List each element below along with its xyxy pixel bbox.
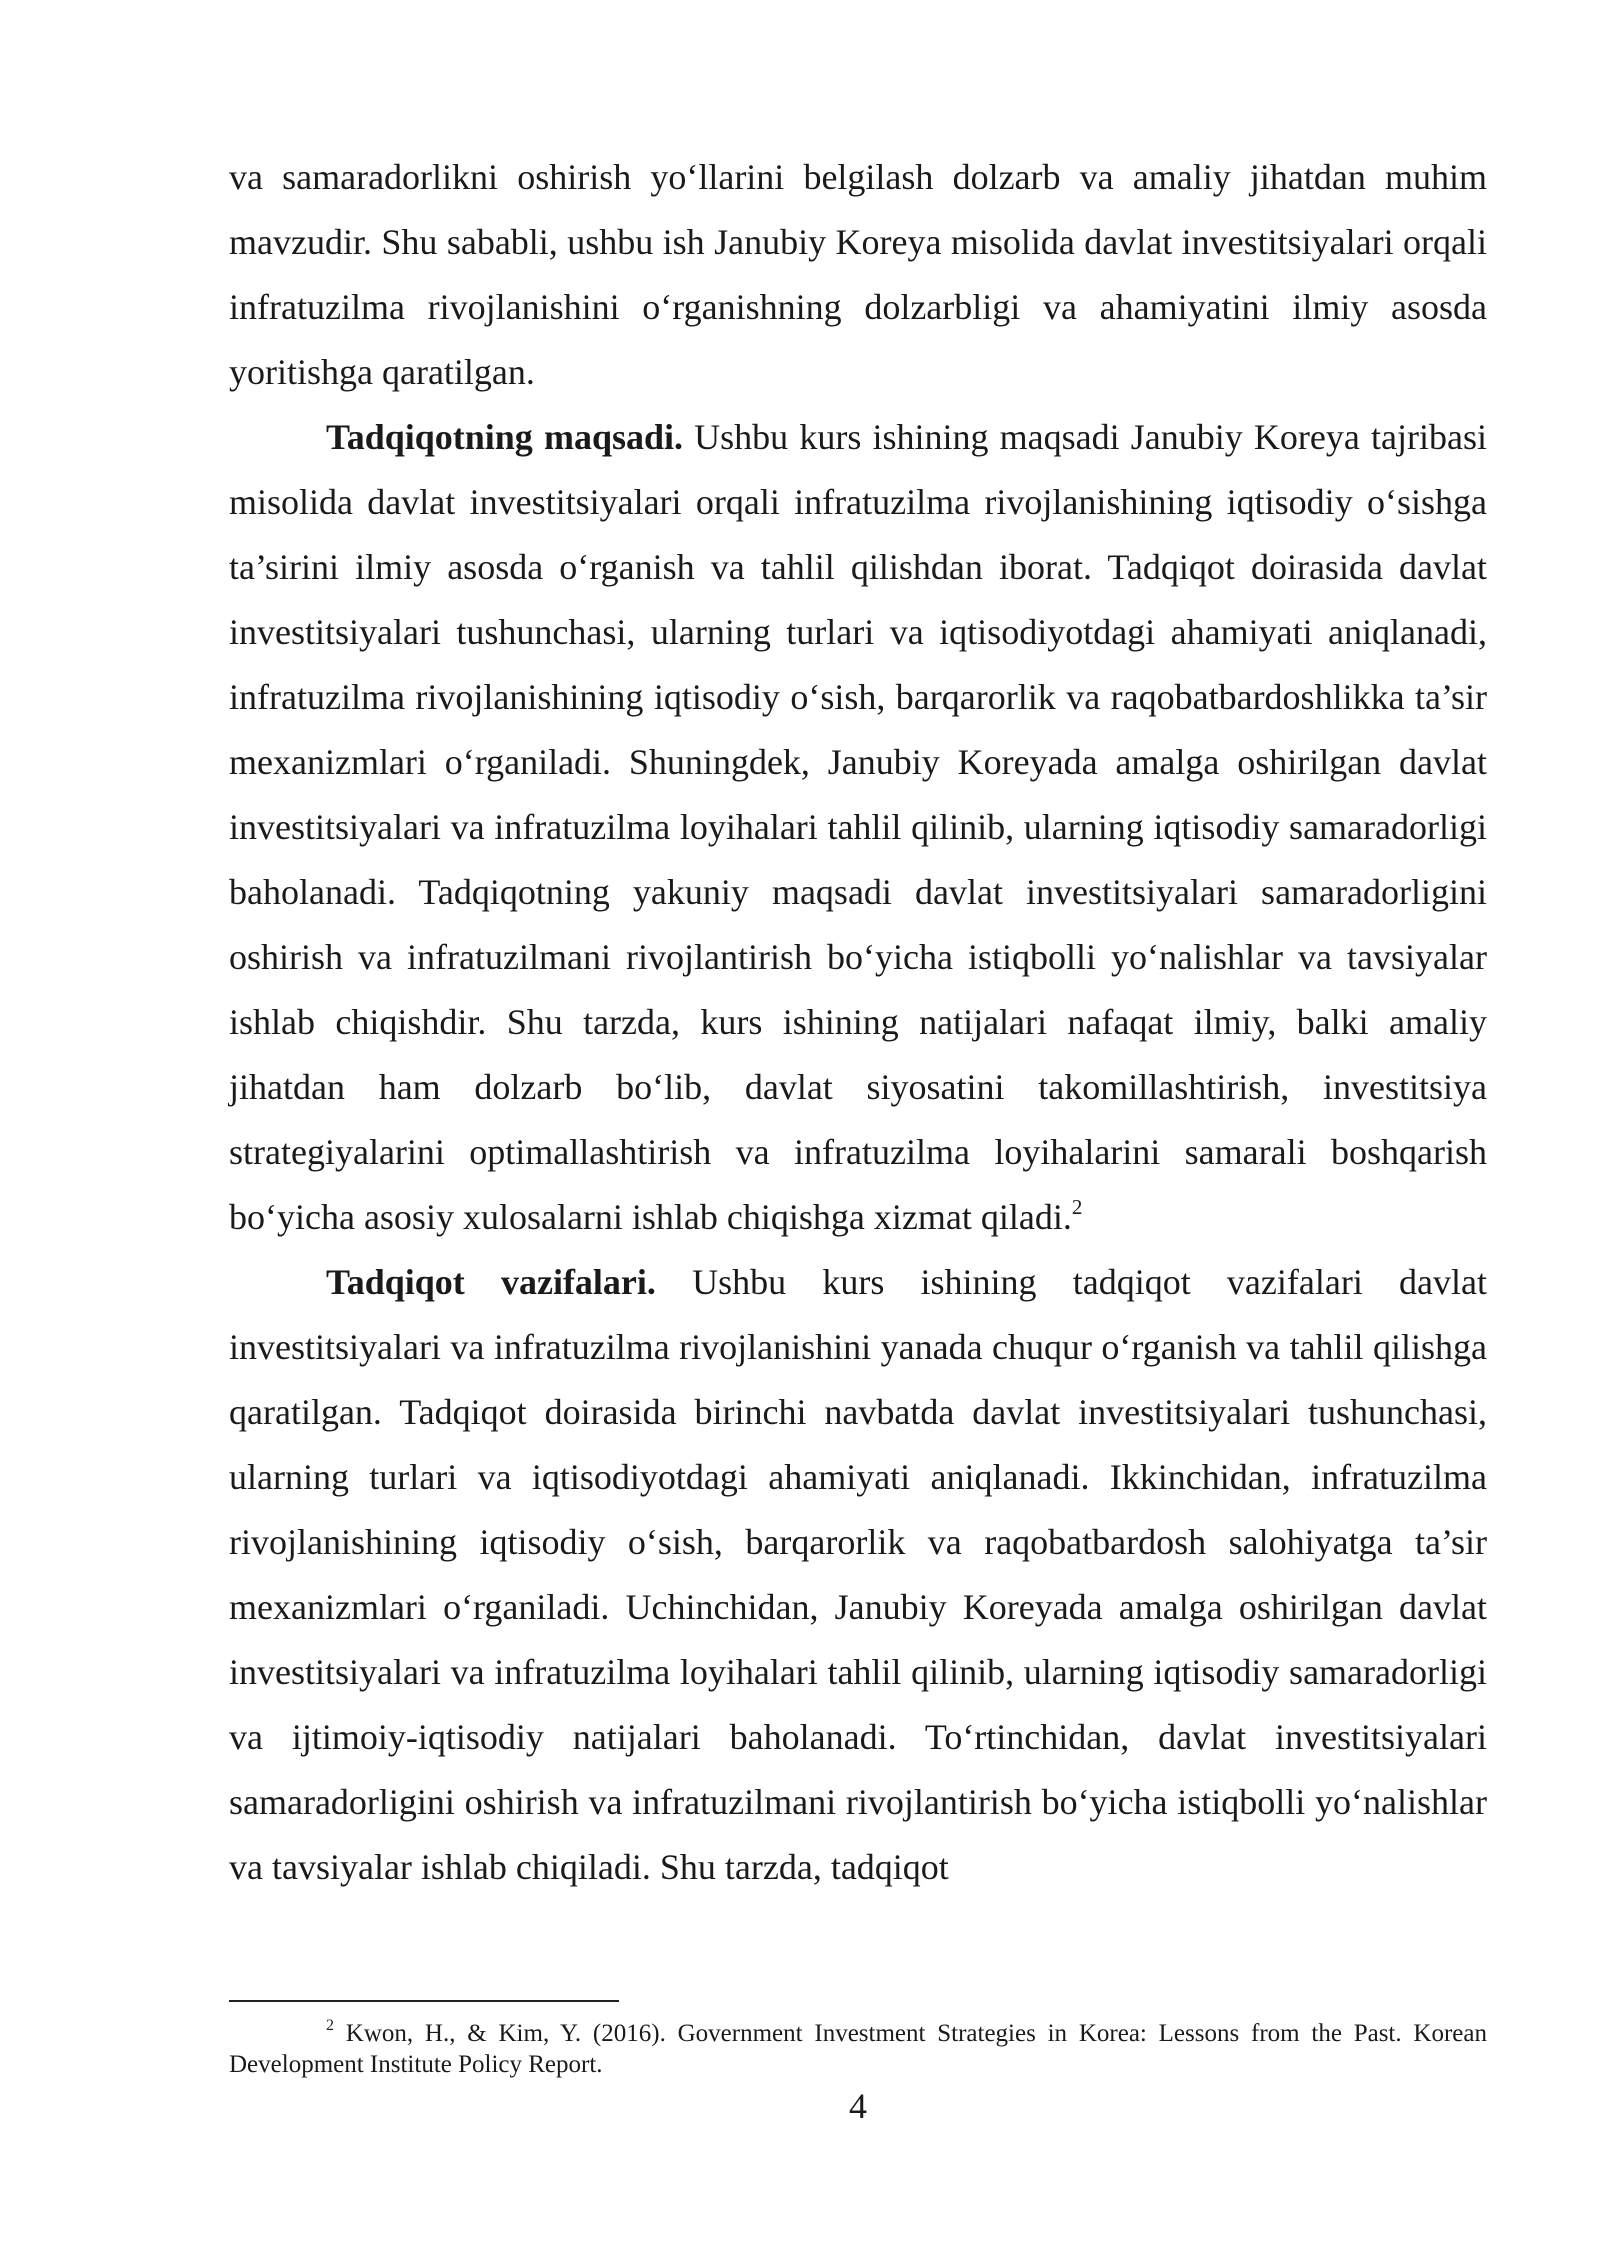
research-goal-text: Ushbu kurs ishining maqsadi Janubiy Koreya tajribasi misolida davlat investitsiyalari orqali infratuzilma rivojlanishining iqtisodiy o‘sishga ta’sirini ilmiy asosda o‘rganish va tahlil qilishdan iborat. Tadqiqot doirasida davlat investitsiyalari tushunchasi, ularning turlari va iqtisodiyotdagi ahamiyati aniqlanadi, infratuzilma rivojlanishining iqtisodiy o‘sish, barqarorlik va raqobatbardoshlikka ta’sir mexanizmlari o‘rganiladi. Shuningdek, Janubiy Koreyada amalga oshirilgan davlat investitsiyalari va infratuzilma loyihalari tahlil qilinib, ularning iqtisodiy samaradorligi baholanadi. Tadqiqotning yakuniy maqsadi davlat investitsiyalari samaradorligini oshirish va infratuzilmani rivojlantirish bo‘yicha istiqbolli yo‘nalishlar va tavsiyalar ishlab chiqishdir. Shu tarzda, kurs ishining natijalari nafaqat ilmiy, balki amaliy jihatdan ham dolzarb bo‘lib, davlat siyosatini takomillashtirish, investitsiya strategiyalarini optimallashtirish va infratuzilma loyihalarini samarali boshqarish bo‘yicha asosiy xulosalarni ishlab chiqishga xizmat qiladi. bbox=[229, 417, 1487, 1237]
research-tasks-heading: Tadqiqot vazifalari. bbox=[326, 1262, 656, 1302]
page-number: 4 bbox=[849, 2086, 867, 2126]
paragraph-text: va samaradorlikni oshirish yo‘llarini belgilash dolzarb va amaliy jihatdan muhim mavzudir. Shu sababli, ushbu ish Janubiy Koreya misolida davlat investitsiyalari orqali infratuzilma rivojlanishini o‘rganishning dolzarbligi va ahamiyatini ilmiy asosda yoritishga qaratilgan. bbox=[229, 157, 1487, 392]
footnote-reference[interactable]: 2 bbox=[1071, 1195, 1083, 1219]
research-goal-heading: Tadqiqotning maqsadi. bbox=[326, 417, 684, 457]
research-tasks-text: Ushbu kurs ishining tadqiqot vazifalari davlat investitsiyalari va infratuzilma rivojlanishini yanada chuqur o‘rganish va tahlil qilishga qaratilgan. Tadqiqot doirasida birinchi navbatda davlat investitsiyalari tushunchasi, ularning turlari va iqtisodiyotdagi ahamiyati aniqlanadi. Ikkinchidan, infratuzilma rivojlanishining iqtisodiy o‘sish, barqarorlik va raqobatbardosh salohiyatga ta’sir mexanizmlari o‘rganiladi. Uchinchidan, Janubiy Koreyada amalga oshirilgan davlat investitsiyalari va infratuzilma loyihalari tahlil qilinib, ularning iqtisodiy samaradorligi va ijtimoiy-iqtisodiy natijalari baholanadi. To‘rtinchidan, davlat investitsiyalari samaradorligini oshirish va infratuzilmani rivojlantirish bo‘yicha istiqbolli yo‘nalishlar va tavsiyalar ishlab chiqiladi. Shu tarzda, tadqiqot bbox=[229, 1262, 1487, 1887]
footnote-entry bbox=[229, 2018, 1487, 2080]
footnote-text: Kwon, H., & Kim, Y. (2016). Government Investment Strategies in Korea: Lessons from the Past. Korean Development Institute Policy Report. bbox=[229, 2020, 1487, 2078]
footnote-number: 2 bbox=[326, 2016, 334, 2034]
paragraph-research-goal bbox=[229, 405, 1487, 1250]
body-text bbox=[229, 145, 1487, 1900]
paragraph-research-tasks bbox=[229, 1250, 1487, 1900]
footnote-divider bbox=[229, 2000, 619, 2002]
paragraph-continuation bbox=[229, 145, 1487, 405]
footnote bbox=[229, 2018, 1487, 2080]
